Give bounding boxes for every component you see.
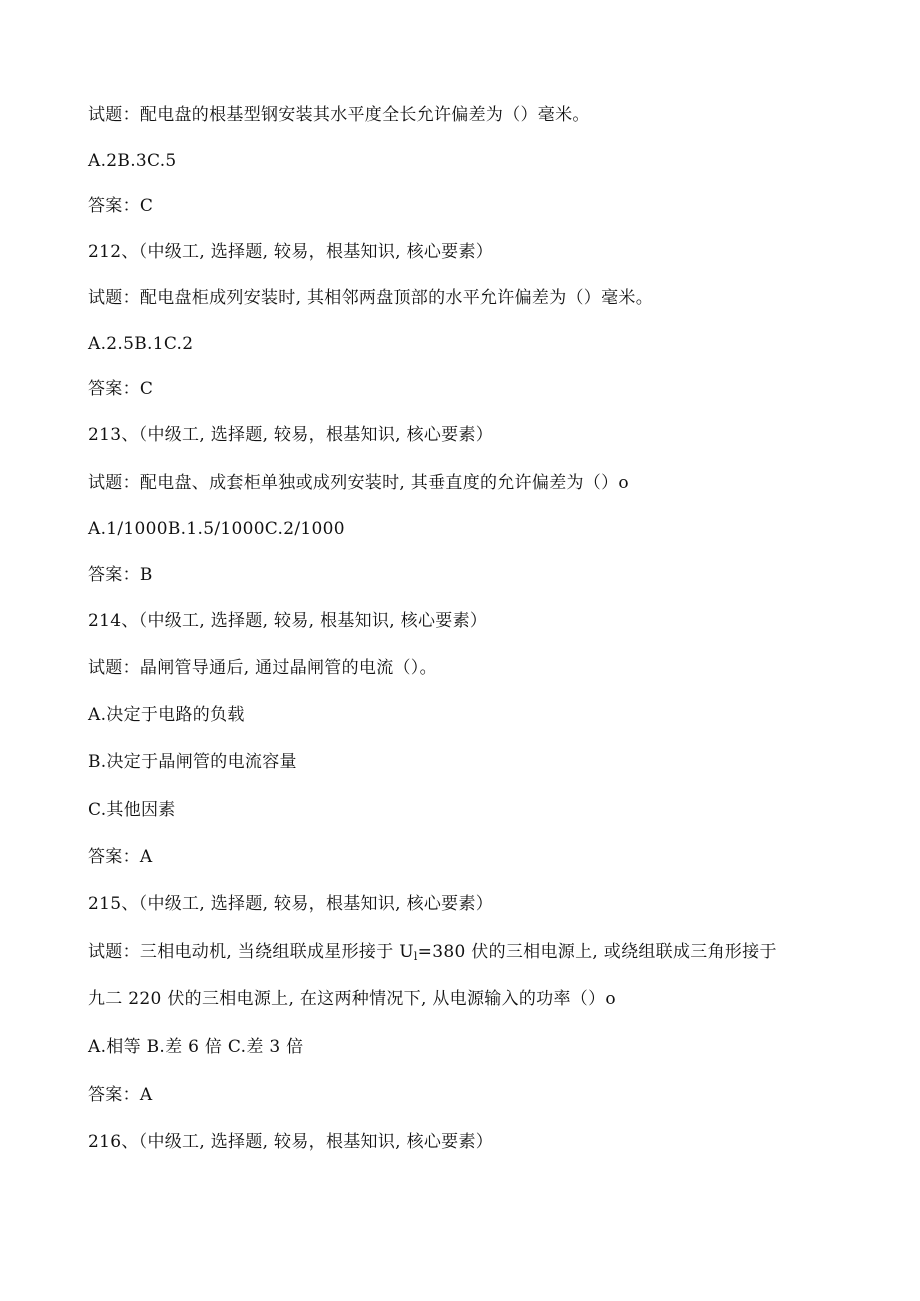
question-211-options: A.2B.3C.5 (88, 151, 177, 171)
voltage-subscript: l (413, 950, 418, 963)
question-214-option-b: B.决定于晶闸管的电流容量 (88, 752, 297, 772)
question-215-text-line-2: 九二 220 伏的三相电源上, 在这两种情况下, 从电源输入的功率（）o (88, 989, 616, 1009)
question-213-header: 213、（中级工, 选择题, 较易，根基知识, 核心要素） (88, 425, 494, 445)
question-214-option-c: C.其他因素 (88, 800, 176, 820)
question-214-header: 214、（中级工, 选择题, 较易, 根基知识, 核心要素） (88, 611, 488, 631)
question-213-options: A.1/1000B.1.5/1000C.2/1000 (88, 519, 345, 539)
question-215-text-part-2: =380 伏的三相电源上, 或绕组联成三角形接于 (417, 942, 777, 962)
question-216-header: 216、（中级工, 选择题, 较易，根基知识, 核心要素） (88, 1132, 494, 1152)
question-212-header: 212、（中级工, 选择题, 较易，根基知识, 核心要素） (88, 242, 494, 262)
question-212-answer: 答案：C (88, 379, 154, 399)
question-211-text: 试题：配电盘的根基型钢安装其水平度全长允许偏差为（）毫米。 (88, 105, 590, 125)
question-215-text-part-1: 试题：三相电动机, 当绕组联成星形接于 U (88, 942, 414, 962)
question-215-header: 215、（中级工, 选择题, 较易，根基知识, 核心要素） (88, 894, 494, 914)
question-215-text-line-1 (88, 940, 777, 969)
question-214-text: 试题：晶闸管导通后, 通过晶闸管的电流（）。 (88, 658, 437, 678)
question-212-options: A.2.5B.1C.2 (88, 334, 194, 354)
question-214-option-a: A.决定于电路的负载 (88, 705, 245, 725)
question-215-answer: 答案：A (88, 1085, 153, 1105)
question-213-text: 试题：配电盘、成套柜单独或成列安装时, 其垂直度的允许偏差为（）o (88, 473, 629, 493)
question-212-text: 试题：配电盘柜成列安装时, 其相邻两盘顶部的水平允许偏差为（）毫米。 (88, 288, 654, 308)
question-215-options: A.相等 B.差 6 倍 C.差 3 倍 (88, 1037, 304, 1057)
question-213-answer: 答案：B (88, 565, 153, 585)
question-214-answer: 答案：A (88, 847, 153, 867)
question-211-answer: 答案：C (88, 196, 154, 216)
